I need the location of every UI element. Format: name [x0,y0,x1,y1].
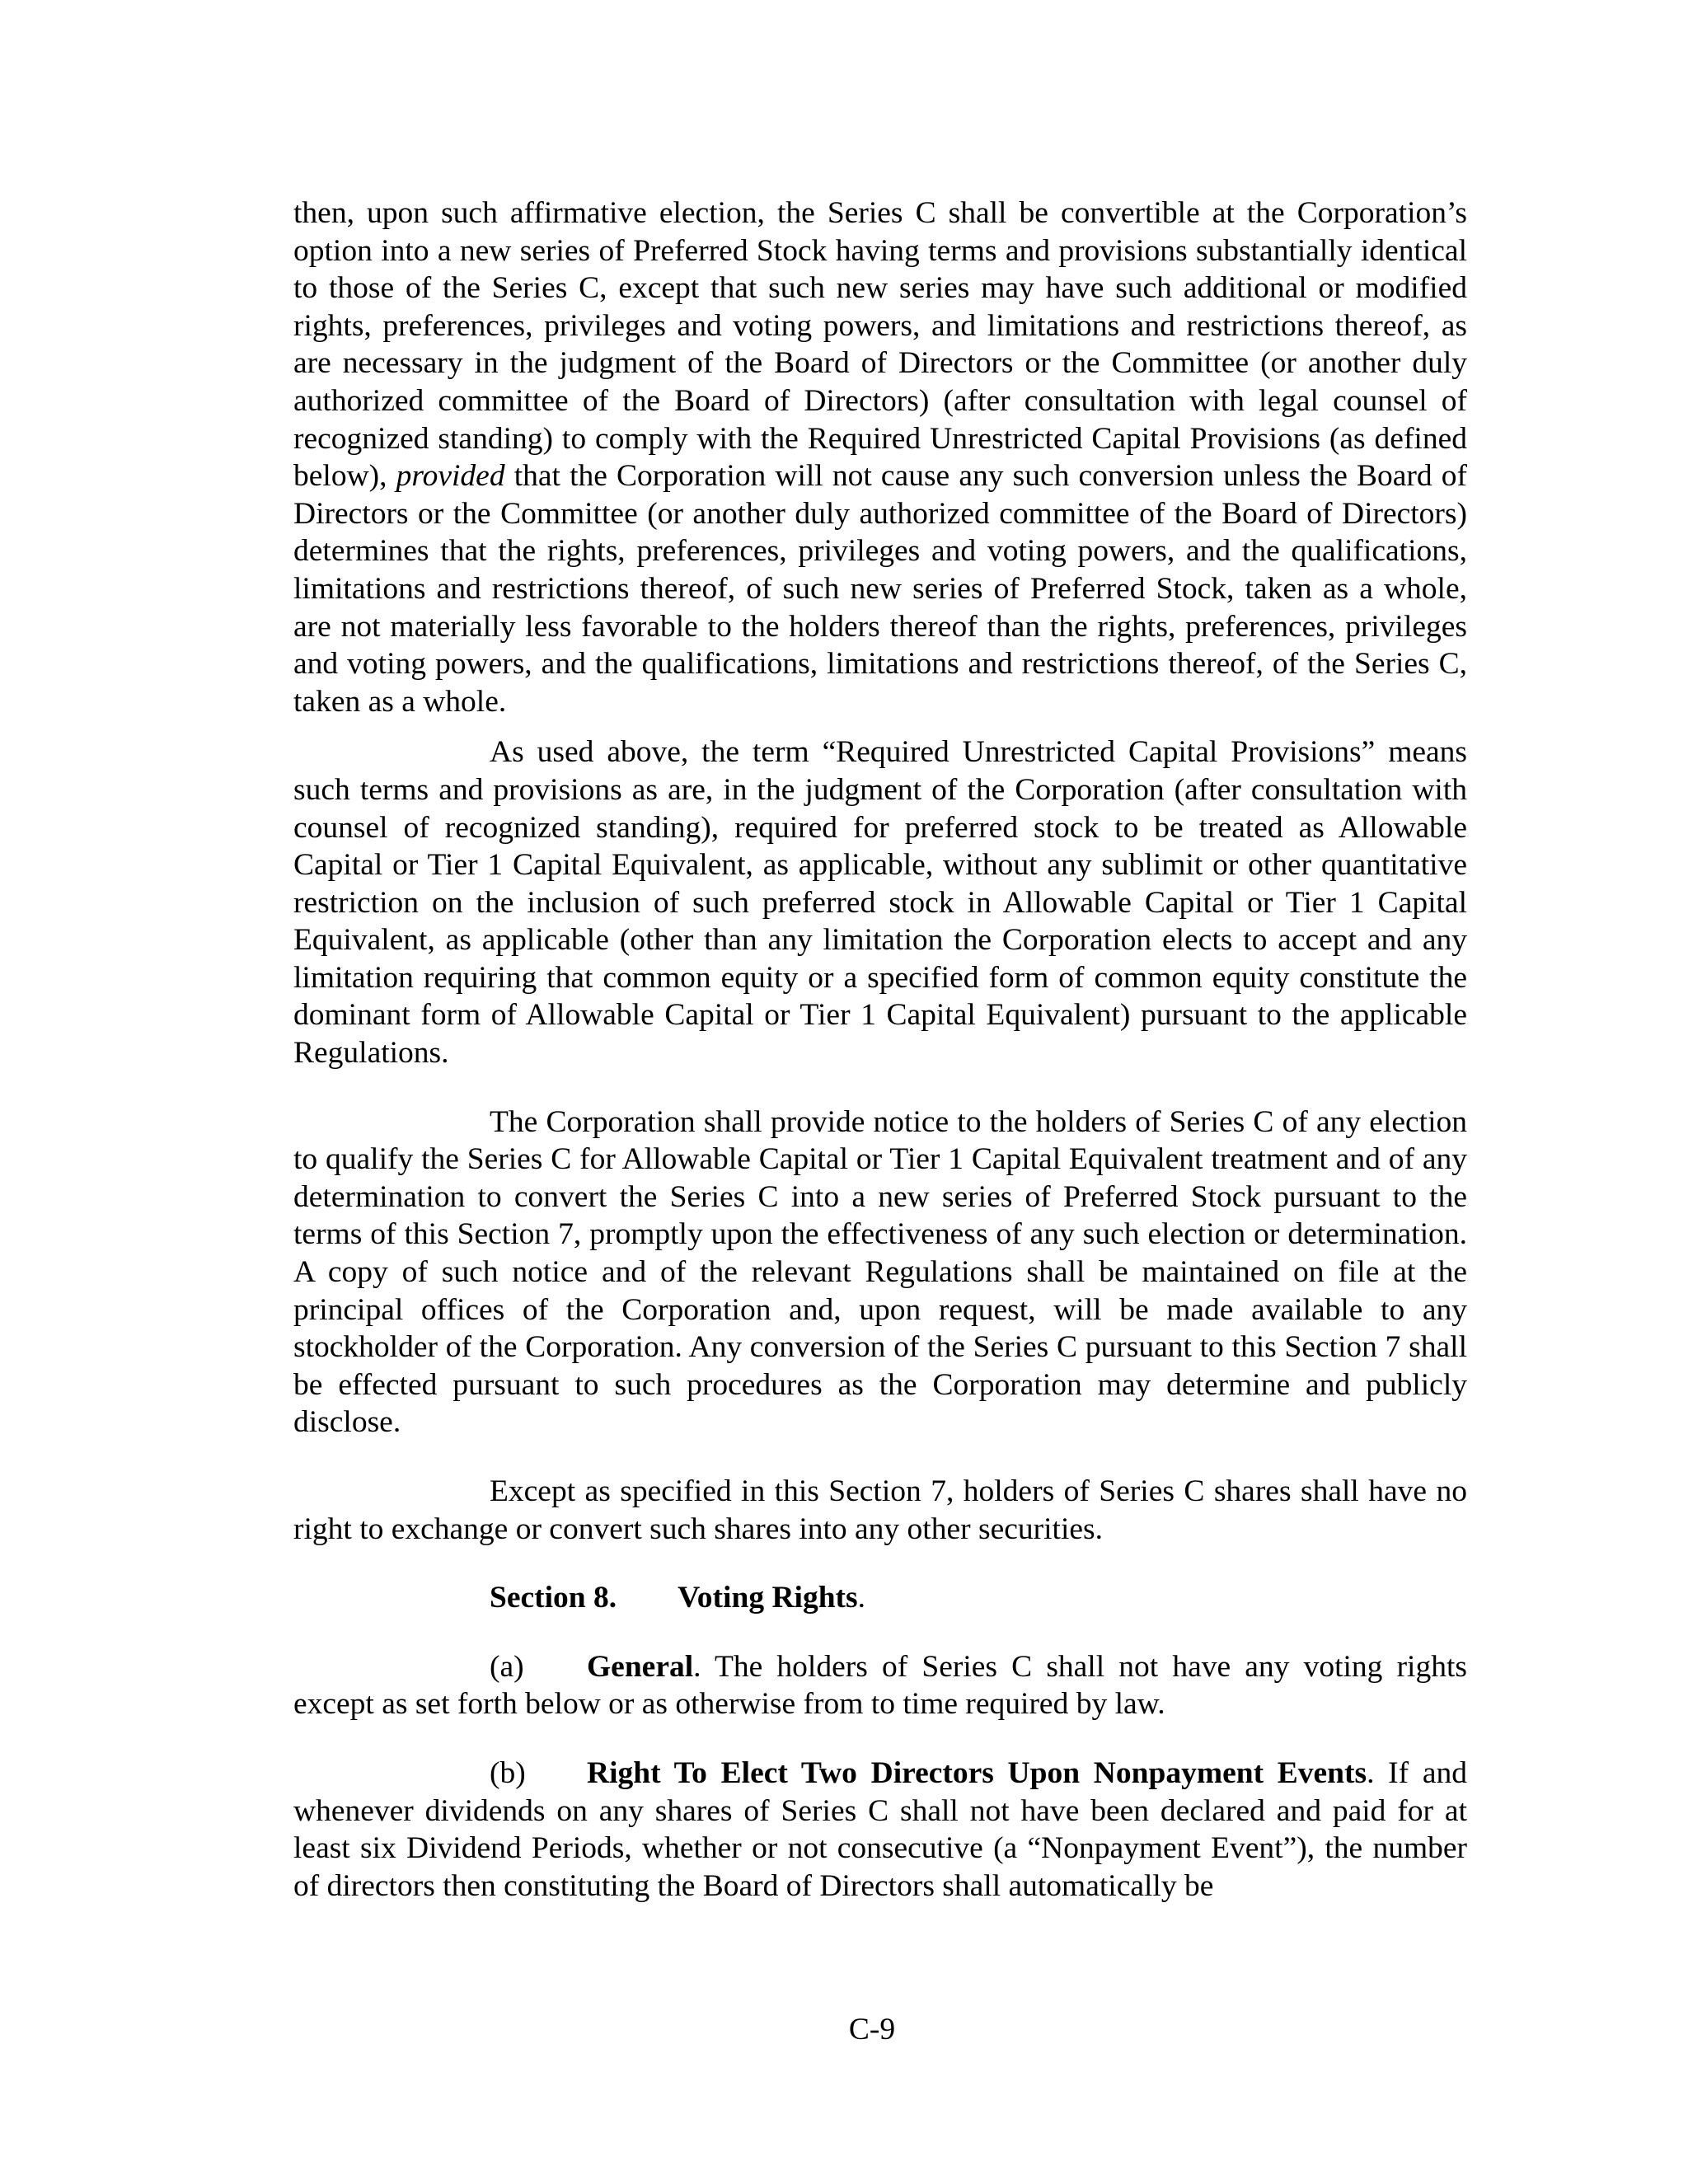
subsection-text: . If and whenever dividends on any shares of Series C shall not have been declared and paid for at least six Dividend Periods, whether or not consecutive (a “Nonpayment Event”), the number of directors then constituting the Board of Directors shall automatically be [293,1755,1468,1903]
paragraph-text: then, upon such affirmative election, the Series C shall be convertible at the Corporation’s option into a new series of Preferred Stock having terms and provisions substantially identical to those of the Series C, except that such new series may have such additional or modified rights, preferences, privileges and voting powers, and limitations and restrictions thereof, as are necessary in the judgment of the Board of Directors or the Committee (or another duly authorized committee of the Board of Directors) (after consultation with legal counsel of recognized standing) to comply with the Required Unrestricted Capital Provisions (as defined below), [293,196,1467,494]
page-number: C-9 [848,2013,896,2046]
section-number: Section 8. [490,1581,617,1615]
section-period: . [857,1581,866,1615]
italic-term: provided [396,459,505,494]
subsection-text: . The holders of Series C shall not have any voting rights except as set forth below or as otherwise from to time required by law. [293,1649,1467,1722]
paragraph-exchange: Except as specified in this Section 7, holders of Series C shares shall have no right to exchange or convert such shares into any other securities. [293,1474,1467,1546]
section-title: Voting Rights [678,1581,858,1615]
subsection-heading: General [587,1649,694,1684]
subsection-label: (a) [490,1649,524,1684]
subsection-b [293,1755,1467,1905]
paragraph-definition: As used above, the term “Required Unrestricted Capital Provisions” means such terms and provisions as are, in the judgment of the Corporation (after consultation with counsel of recognized standing), required for preferred stock to be treated as Allowable Capital or Tier 1 Capital Equivalent, as applicable, without any sublimit or other quantitative restriction on the inclusion of such preferred stock in Allowable Capital or Tier 1 Capital Equivalent, as applicable (other than any limitation the Corporation elects to accept and any limitation requiring that common equity or a specified form of common equity constitute the dominant form of Allowable Capital or Tier 1 Capital Equivalent) pursuant to the applicable Regulations. [293,735,1467,1071]
subsection-a [293,1648,1467,1723]
paragraph-notice: The Corporation shall provide notice to the holders of Series C of any election to qualify the Series C for Allowable Capital or Tier 1 Capital Equivalent treatment and of any determination to convert the Series C into a new series of Preferred Stock pursuant to the terms of this Section 7, promptly upon the effectiveness of any such election or determination. A copy of such notice and of the relevant Regulations shall be maintained on file at the principal offices of the Corporation and, upon request, will be made available to any stockholder of the Corporation. Any conversion of the Series C pursuant to this Section 7 shall be effected pursuant to such procedures as the Corporation may determine and publicly disclose. [293,1104,1467,1440]
paragraph-conversion [293,194,1467,720]
subsection-label: (b) [490,1755,526,1790]
paragraph-text: that the Corporation will not cause any such conversion unless the Board of Directors or the Committee (or another duly authorized committee of the Board of Directors) determines that the rights, preferences, privileges and voting powers, and the qualifications, limitations and restrictions thereof, of such new series of Preferred Stock, taken as a whole, are not materially less favorable to the holders thereof than the rights, preferences, privileges and voting powers, and the qualifications, limitations and restrictions thereof, of the Series C, taken as a whole. [293,459,1467,719]
subsection-heading: Right To Elect Two Directors Upon Nonpayment Events [587,1755,1367,1790]
section-heading [490,1579,1467,1617]
document-body [293,194,1467,1905]
